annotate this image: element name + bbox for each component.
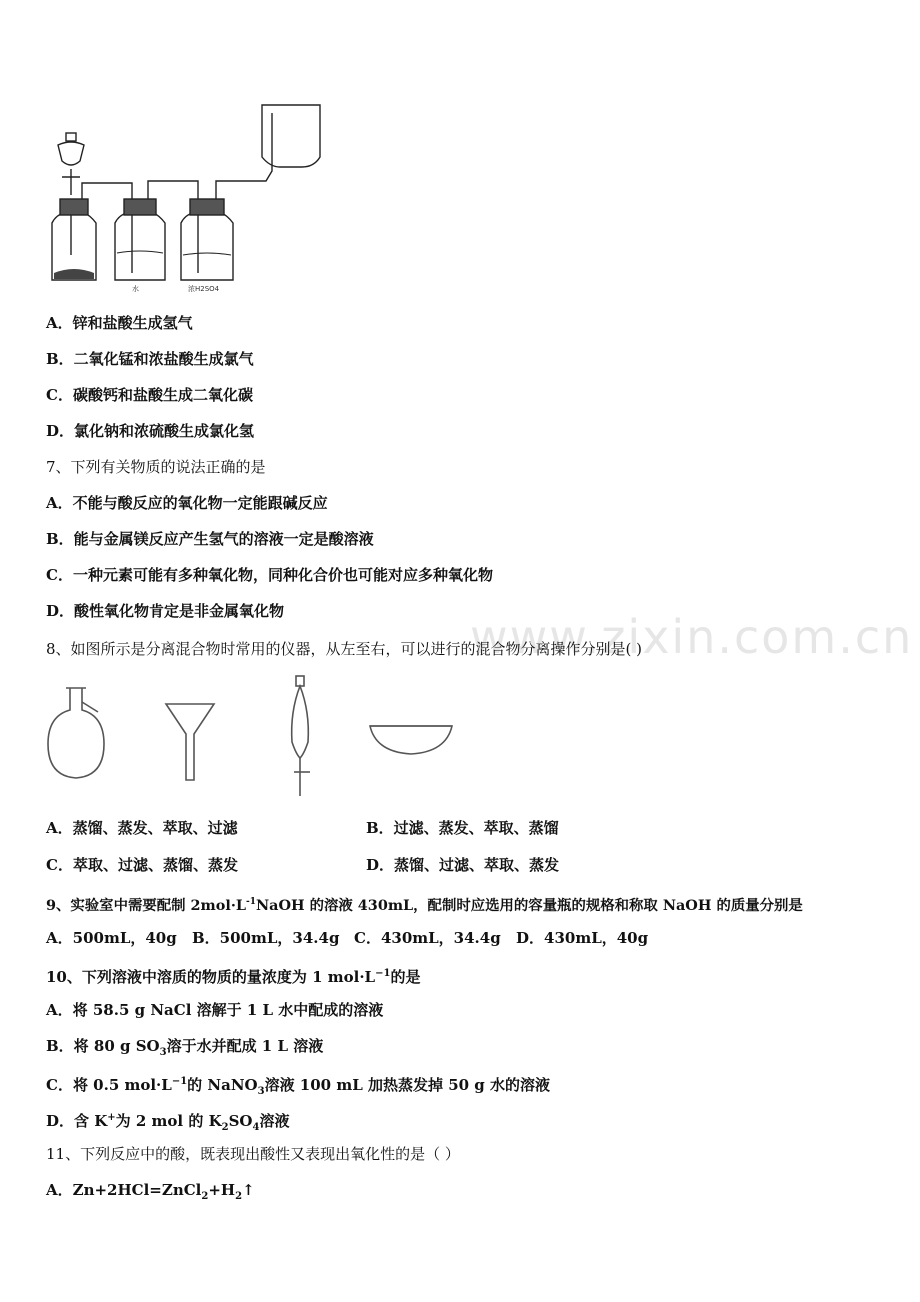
q6-option-d: D．氯化钠和浓硫酸生成氯化氢 bbox=[46, 422, 255, 440]
watermark: www.zixin.com.cn bbox=[470, 610, 914, 664]
q7-option-b: B．能与金属镁反应产生氢气的溶液一定是酸溶液 bbox=[46, 530, 374, 548]
label-water: 水 bbox=[132, 285, 139, 293]
q7-option-c: C．一种元素可能有多种氧化物，同种化合价也可能对应多种氧化物 bbox=[46, 566, 493, 584]
q10-stem: 10、下列溶液中溶质的物质的量浓度为 1 $mol\cdot L^{-1}$的是 bbox=[46, 968, 421, 986]
q10-option-a: A．将 58.5 g NaCl 溶解于 1 L 水中配成的溶液 bbox=[46, 1001, 384, 1019]
q9-option-c: C．430mL，34.4g bbox=[354, 929, 501, 947]
gas-apparatus-figure bbox=[40, 95, 340, 300]
q6-option-c: C．碳酸钙和盐酸生成二氧化碳 bbox=[46, 386, 253, 404]
separatory-funnel-icon bbox=[292, 676, 310, 796]
q6-option-a: A．锌和盐酸生成氢气 bbox=[46, 314, 193, 332]
q10-option-d: D．含 K+为 2 mol 的 $K_2SO_4$溶液 bbox=[46, 1112, 290, 1133]
q9-option-b: B．500mL，34.4g bbox=[192, 929, 340, 947]
q8-option-a: A．蒸馏、蒸发、萃取、过滤 bbox=[46, 819, 238, 837]
distillation-flask-icon bbox=[48, 688, 104, 778]
q8-option-d: D．蒸馏、过滤、萃取、蒸发 bbox=[366, 856, 560, 874]
q6-option-b: B．二氧化锰和浓盐酸生成氯气 bbox=[46, 350, 254, 368]
q8-option-b: B．过滤、蒸发、萃取、蒸馏 bbox=[366, 819, 559, 837]
funnel-icon bbox=[166, 704, 214, 780]
label-conc-sulfuric: 浓H2SO4 bbox=[188, 285, 220, 293]
q8-stem: 8、如图所示是分离混合物时常用的仪器，从左至右，可以进行的混合物分离操作分别是( ) bbox=[46, 640, 643, 658]
q7-option-d: D．酸性氧化物肯定是非金属氧化物 bbox=[46, 602, 285, 620]
q11-stem: 11、下列反应中的酸，既表现出酸性又表现出氧化性的是（ ） bbox=[46, 1145, 460, 1163]
q11-option-a: A．$Zn+2HCl=ZnCl_2+H_2↑$ bbox=[46, 1181, 255, 1202]
q9-stem: 9、实验室中需要配制 $2mol\cdot L^{-1}NaOH$ 的溶液 430mL，配制时应选用的容量瓶的规格和称取 NaOH 的质量分别是 bbox=[46, 896, 803, 914]
q9-option-d: D．430mL，40g bbox=[516, 929, 649, 947]
q9-option-a: A．500mL，40g bbox=[46, 929, 177, 947]
q10-option-b: B．将 80 g $SO_3$溶于水并配成 1 L 溶液 bbox=[46, 1037, 324, 1058]
separation-instruments-figure bbox=[40, 672, 470, 802]
q10-option-c: C．将 0.5 $mol\cdot L^{-1}$的 NaNO$_3$溶液 100 mL 加热蒸发掉 50 g 水的溶液 bbox=[46, 1076, 551, 1097]
q7-stem: 7、下列有关物质的说法正确的是 bbox=[46, 458, 266, 476]
q8-option-c: C．萃取、过滤、蒸馏、蒸发 bbox=[46, 856, 238, 874]
q7-option-a: A．不能与酸反应的氧化物一定能跟碱反应 bbox=[46, 494, 328, 512]
evaporating-dish-icon bbox=[370, 726, 452, 754]
